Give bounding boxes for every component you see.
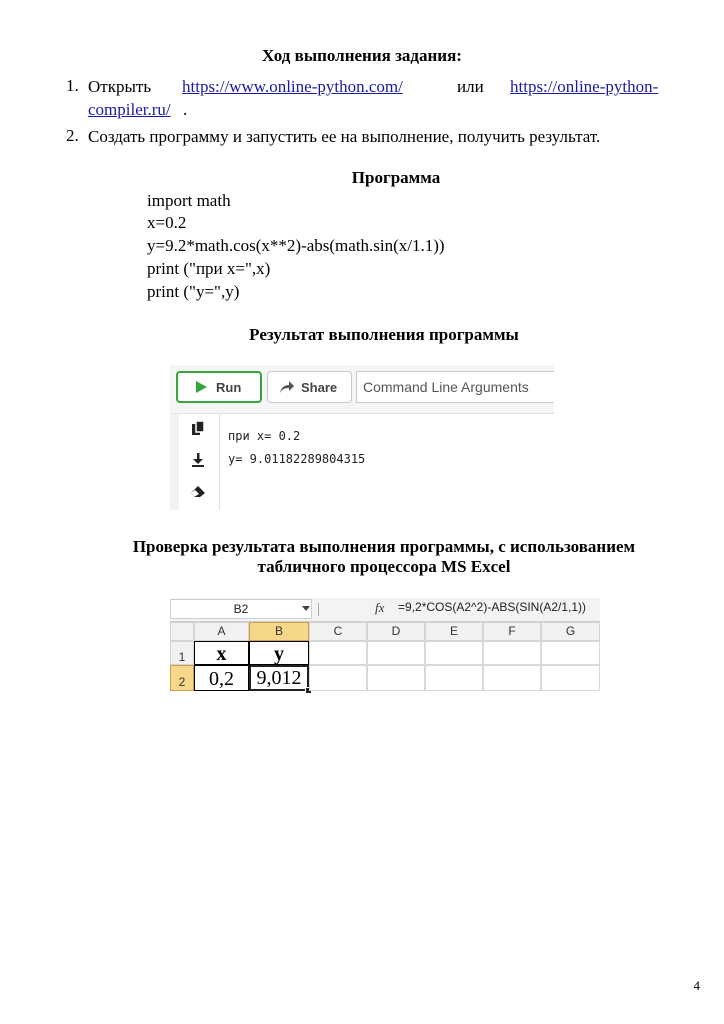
cell-b2[interactable]: 9,012: [249, 665, 309, 691]
result-heading: Результат выполнения программы: [249, 325, 519, 344]
output-line-1: при x= 0.2: [228, 429, 301, 443]
code-line-5: print ("y=",y): [147, 282, 240, 301]
column-header-a[interactable]: A: [194, 622, 249, 641]
code-line-4: print ("при x=",x): [147, 259, 271, 278]
column-header-e[interactable]: E: [425, 622, 483, 641]
cell-f2[interactable]: [483, 665, 541, 691]
cell-e1[interactable]: [425, 641, 483, 665]
program-heading: Программа: [351, 168, 441, 187]
run-button[interactable]: [176, 371, 262, 403]
download-icon[interactable]: [191, 452, 205, 468]
fx-icon[interactable]: fx: [375, 600, 385, 615]
online-python-link[interactable]: https://www.online-python.com/: [182, 77, 403, 96]
copy-icon[interactable]: [191, 420, 205, 436]
online-python-compiler-link-cont[interactable]: compiler.ru/: [88, 100, 171, 119]
run-button-label: Run: [216, 379, 242, 395]
step-2-text: Создать программу и запустить ее на выполнение, получить результат.: [88, 127, 601, 146]
row-header-2[interactable]: 2: [170, 665, 194, 691]
cell-d2[interactable]: [367, 665, 425, 691]
column-header-b[interactable]: B: [249, 622, 309, 641]
column-header-g[interactable]: G: [541, 622, 600, 641]
online-compiler-screenshot: [170, 365, 554, 510]
compiler-toolbar: [170, 365, 554, 414]
cell-a2[interactable]: 0,2: [194, 665, 249, 691]
output-line-2: y= 9.01182289804315: [228, 452, 366, 466]
column-header-c[interactable]: C: [309, 622, 367, 641]
share-button-label: Share: [301, 379, 338, 395]
formula-text[interactable]: =9,2*COS(A2^2)-ABS(SIN(A2/1,1)): [398, 600, 587, 614]
cell-g2[interactable]: [541, 665, 600, 691]
play-icon: [194, 380, 208, 394]
cell-g1[interactable]: [541, 641, 600, 665]
column-header-d[interactable]: D: [367, 622, 425, 641]
cell-b1[interactable]: y: [249, 641, 309, 665]
step-1-open: Открыть: [88, 77, 152, 96]
cell-d1[interactable]: [367, 641, 425, 665]
program-output: [220, 414, 554, 510]
excel-screenshot: [170, 598, 600, 694]
cell-a1[interactable]: x: [194, 641, 249, 665]
eraser-icon[interactable]: [190, 484, 206, 498]
cell-c1[interactable]: [309, 641, 367, 665]
cell-f1[interactable]: [483, 641, 541, 665]
online-python-compiler-link[interactable]: https://online-python-: [510, 77, 659, 96]
row-header-1[interactable]: 1: [170, 641, 194, 665]
share-arrow-icon: [279, 380, 295, 394]
share-button[interactable]: [267, 371, 352, 403]
step-2-number: 2.: [66, 126, 79, 145]
step-1-or: или: [457, 77, 484, 96]
name-box-dropdown-icon[interactable]: [302, 606, 310, 612]
formula-bar: [170, 598, 600, 622]
cell-e2[interactable]: [425, 665, 483, 691]
select-all-corner[interactable]: [170, 622, 194, 641]
step-1-number: 1.: [66, 76, 79, 95]
step-1-period: .: [183, 100, 188, 119]
code-line-1: import math: [147, 191, 231, 210]
code-line-2: x=0.2: [147, 213, 187, 232]
name-box[interactable]: B2: [170, 599, 312, 619]
formula-bar-divider: [318, 603, 319, 616]
check-heading-line-2: табличного процессора MS Excel: [257, 557, 511, 576]
check-heading-line-1: Проверка результата выполнения программы, с использованием: [132, 537, 636, 556]
cell-c2[interactable]: [309, 665, 367, 691]
column-header-f[interactable]: F: [483, 622, 541, 641]
page-number: 4: [693, 978, 700, 993]
task-heading: Ход выполнения задания:: [262, 46, 462, 65]
code-line-3: y=9.2*math.cos(x**2)-abs(math.sin(x/1.1)): [147, 236, 445, 255]
compiler-side-toolbar: [179, 414, 220, 510]
command-line-arguments-input[interactable]: Command Line Arguments: [356, 371, 554, 403]
